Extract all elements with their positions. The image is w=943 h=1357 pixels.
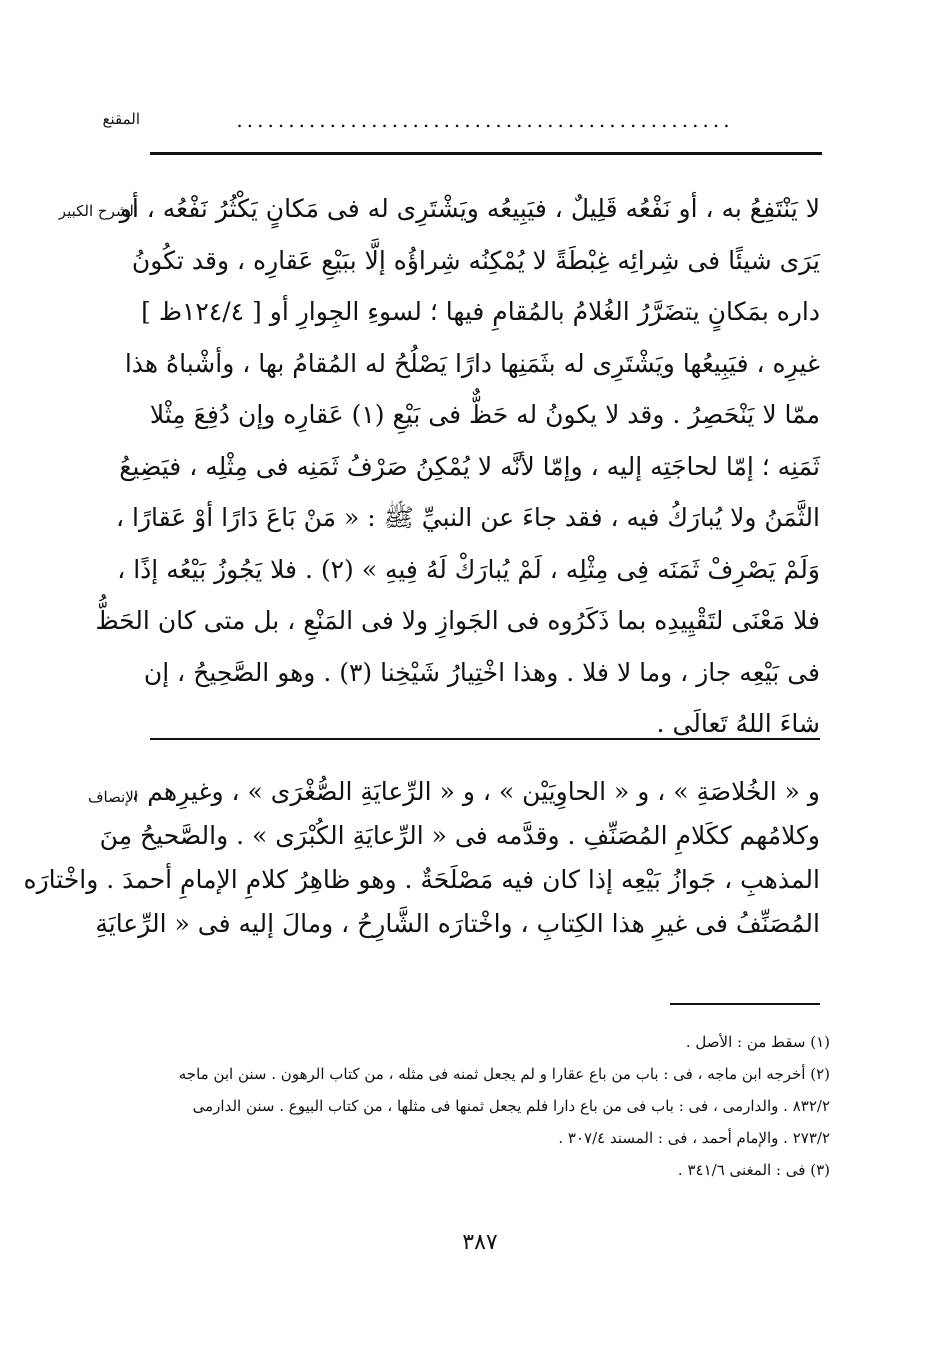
text-line: لا يَنْتَفِعُ به ، أو نَفْعُه قَلِيلٌ ، فيَبِيعُه ويَشْتَرِى له فى مَكانٍ يَكْثُرُ نَفْعُه ، أو bbox=[119, 194, 820, 223]
section-label-sharh: الشرح الكبير bbox=[58, 202, 138, 220]
text-line: غيرِه ، فيَبِيعُها ويَشْتَرِى له بثَمَنِها دارًا يَصْلُحُ له المُقامُ بها ، وأشْباهُ هذا bbox=[124, 348, 820, 378]
footnote: ٢٧٣/٢ . والإمام أحمد ، فى : المسند ٣٠٧/٤ . bbox=[558, 1129, 830, 1147]
section-divider bbox=[150, 738, 820, 740]
page-number: ٣٨٧ bbox=[462, 1230, 498, 1255]
text-line: ممّا لا يَنْحَصِرُ . وقد لا يكونُ له حَظٌّ فى بَيْعِ (١) عَقارِه وإن دُفِعَ مِثْلا bbox=[149, 400, 820, 429]
text-line: شاءَ اللهُ تَعالَى . bbox=[656, 709, 820, 738]
text-line: فلا مَعْنَى لتَقْيِيدِه بما ذَكَرُوه فى الجَوازِ ولا فى المَنْعِ ، بل متى كان الحَظُّ bbox=[95, 606, 820, 635]
section-label-insaf: الإنصاف bbox=[87, 788, 138, 806]
header-dot-leader: ................................................ bbox=[236, 108, 734, 132]
footnote: (١) سقط من : الأصل . bbox=[685, 1033, 830, 1051]
header-rule bbox=[150, 152, 822, 155]
text-line: و « الخُلاصَةِ » ، و « الحاوِيَيْن » ، و « الرِّعايَةِ الصُّغْرَى » ، وغيرِهم ، bbox=[131, 777, 820, 806]
footnote: (٢) أخرجه ابن ماجه ، فى : باب من باع عقارا و لم يجعل ثمنه فى مثله ، من كتاب الرهون . سنن ابن ماجه bbox=[178, 1065, 830, 1083]
running-title: المقنع bbox=[102, 110, 140, 128]
text-line: وكلامُهم ككَلامِ المُصَنِّفِ . وقدَّمه فى « الرِّعايَةِ الكُبْرَى » . والصَّحيحُ مِنَ bbox=[99, 821, 820, 850]
text-line: فى بَيْعِه جاز ، وما لا فلا . وهذا اخْتِيارُ شَيْخِنا (٣) . وهو الصَّحِيحُ ، إن bbox=[143, 657, 820, 687]
text-line: الثَّمَنُ ولا يُبارَكُ فيه ، فقد جاءَ عن النبيِّ ﷺ : « مَنْ بَاعَ دَارًا أوْ عَقارًا ، bbox=[116, 503, 820, 532]
text-line: يَرَى شيئًا فى شِرائِه غِبْطَةً لا يُمْكِنُه شِراؤُه إلَّا ببَيْعِ عَقارِه ، وقد تكُونُ bbox=[131, 245, 820, 275]
text-line: المذهبِ ، جَوازُ بَيْعِه إذا كان فيه مَصْلَحَةٌ . وهو ظاهِرُ كلامِ الإمامِ أحمدَ . واخْتارَه bbox=[23, 865, 820, 894]
footnote: (٣) فى : المغنى ٣٤١/٦ . bbox=[677, 1161, 830, 1179]
footnote-rule bbox=[670, 1003, 820, 1005]
text-line: داره بمَكانٍ يتضَرَّرُ الغُلامُ بالمُقامِ فيها ؛ لسوءِ الجِوارِ أو [ ١٢٤/٤ظ ] bbox=[141, 297, 820, 326]
footnotes bbox=[140, 1026, 830, 1186]
text-line: المُصَنِّفُ فى غيرِ هذا الكِتابِ ، واخْتارَه الشَّارِحُ ، ومالَ إليه فى « الرِّعايَةِ bbox=[95, 909, 820, 938]
footnote: ٨٣٢/٢ . والدارمى ، فى : باب فى من باع دارا فلم يجعل ثمنها فى مثلها ، من كتاب البيوع . سنن الدارمى bbox=[192, 1097, 830, 1115]
text-line: وَلَمْ يَصْرِفْ ثَمَنَه فِى مِثْلِه ، لَمْ يُبارَكْ لَهُ فِيهِ » (٢) . فلا يَجُوزُ بَيْعُه إذًا ، bbox=[117, 554, 820, 584]
text-line: ثَمَنِه ؛ إمّا لحاجَتِه إليه ، وإمّا لأنَّه لا يُمْكِنُ صَرْفُ ثَمَنِه فى مِثْلِه ، فيَضِيعُ bbox=[119, 451, 820, 481]
